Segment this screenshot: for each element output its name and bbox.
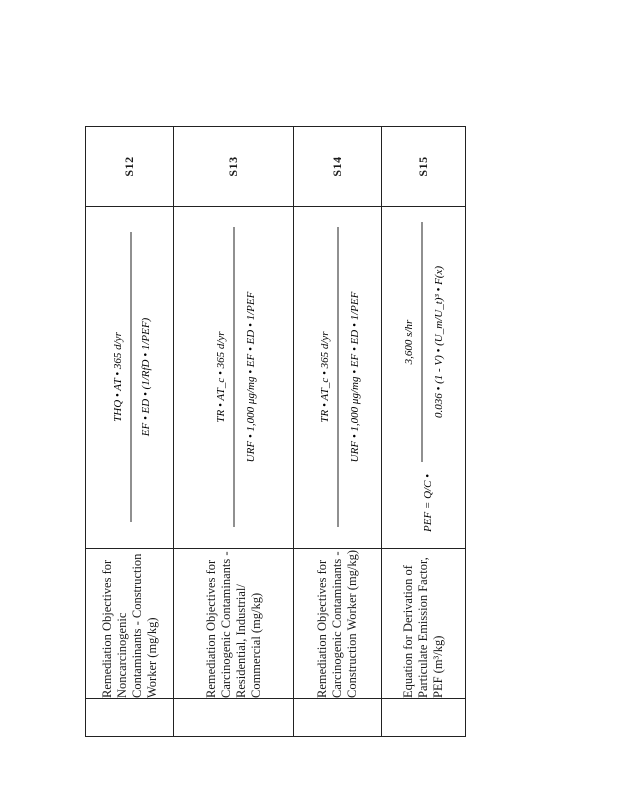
equation-numerator: TR • AT_c • 365 d/yr <box>214 331 227 424</box>
rotated-equation-table <box>85 127 465 737</box>
table-row <box>382 127 466 737</box>
equation-cell <box>86 207 174 549</box>
equation-numerator: THQ • AT • 365 d/yr <box>111 332 124 423</box>
equation-s12 <box>95 213 165 543</box>
equation-table <box>85 126 466 737</box>
equation-denominator: 0.036 • (1 - V) • (U_m/U_t)³ • F(x) <box>432 266 445 419</box>
section-label: S12 <box>86 127 174 207</box>
equation-s15 <box>386 213 462 543</box>
description-cell: Remediation Objectives for Noncarcinogenic Contaminants - Construction Worker (mg/kg) <box>86 549 174 699</box>
blank-cell <box>86 699 174 737</box>
table-row <box>86 127 174 737</box>
equation-denominator: EF • ED • (1/RfD • 1/PEF) <box>139 318 152 437</box>
description-cell: Remediation Objectives for Carcinogenic Contaminants - Residential, Industrial/ Commercial (mg/kg) <box>174 549 294 699</box>
section-label: S13 <box>174 127 294 207</box>
equation-lhs: PEF = Q/C • <box>421 474 434 533</box>
equation-denominator: URF • 1,000 μg/mg • EF • ED • 1/PEF <box>348 292 361 463</box>
equation-cell <box>174 207 294 549</box>
equation-s13 <box>194 213 274 543</box>
equation-cell <box>382 207 466 549</box>
equation-cell <box>294 207 382 549</box>
equation-numerator: TR • AT_c • 365 d/yr <box>318 331 331 424</box>
section-label: S15 <box>382 127 466 207</box>
description-cell: Remediation Objectives for Carcinogenic Contaminants - Construction Worker (mg/kg) <box>294 549 382 699</box>
equation-numerator: 3,600 s/hr <box>402 320 415 365</box>
table-row <box>174 127 294 737</box>
blank-cell <box>174 699 294 737</box>
table-row <box>294 127 382 737</box>
section-label: S14 <box>294 127 382 207</box>
equation-denominator: URF • 1,000 μg/mg • EF • ED • 1/PEF <box>244 292 257 463</box>
description-cell: Equation for Derivation of Particulate Emission Factor, PEF (m³/kg) <box>382 549 466 699</box>
blank-cell <box>294 699 382 737</box>
blank-cell <box>382 699 466 737</box>
equation-s14 <box>300 213 376 543</box>
